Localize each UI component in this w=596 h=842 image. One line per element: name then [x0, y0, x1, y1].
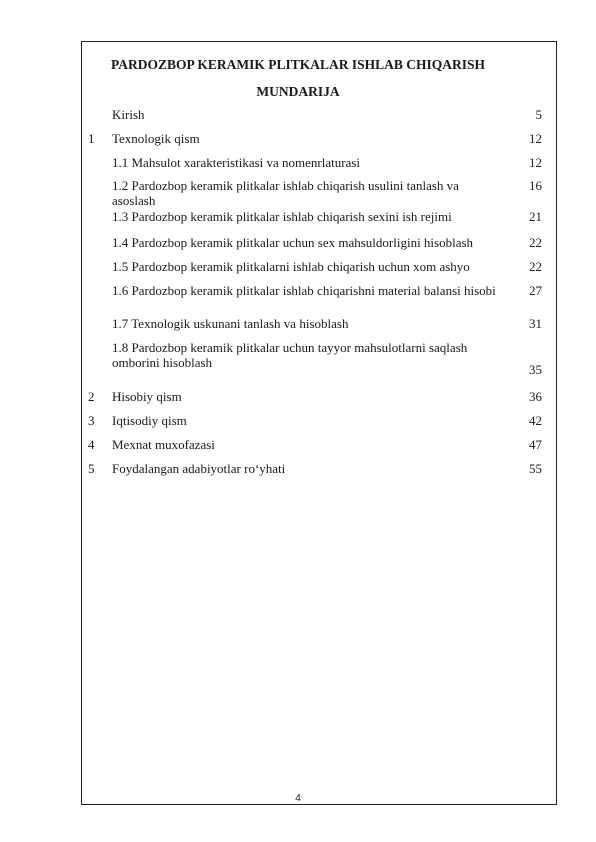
- toc-page: 42: [529, 413, 542, 428]
- toc-page: 12: [529, 155, 542, 170]
- toc-text: Mexnat muxofazasi: [112, 437, 215, 452]
- document-title: PARDOZBOP KERAMIK PLITKALAR ISHLAB CHIQARISH: [110, 57, 486, 72]
- toc-text: Hisobiy qism: [112, 389, 182, 404]
- toc-page: 47: [529, 437, 542, 452]
- toc-page: 27: [529, 283, 542, 298]
- toc-text: 1.4 Pardozbop keramik plitkalar uchun sex mahsuldorligini hisoblash: [112, 235, 474, 250]
- toc-text: Texnologik qism: [112, 131, 200, 146]
- toc-heading: MUNDARIJA: [256, 84, 340, 99]
- toc-text: 1.5 Pardozbop keramik plitkalarni ishlab chiqarish uchun xom ashyo: [112, 259, 470, 274]
- toc-text: Kirish: [112, 107, 145, 122]
- toc-page: 21: [529, 209, 542, 224]
- toc-number: 5: [88, 461, 95, 476]
- toc-number: 3: [88, 413, 95, 428]
- page-number: 4: [295, 793, 301, 804]
- toc-text: 1.7 Texnologik uskunani tanlash va hisoblash: [112, 316, 349, 331]
- toc-text: 1.1 Mahsulot xarakteristikasi va nomenrlaturasi: [112, 155, 361, 170]
- toc-number: 2: [88, 389, 95, 404]
- toc-page: 55: [529, 461, 542, 476]
- toc-text: 1.2 Pardozbop keramik plitkalar ishlab chiqarish usulini tanlash va asoslash: [112, 178, 459, 208]
- toc-text: Foydalangan adabiyotlar ro‘yhati: [112, 461, 286, 476]
- toc-page: 5: [535, 107, 542, 122]
- toc-text: Iqtisodiy qism: [112, 413, 187, 428]
- toc-page: 36: [529, 389, 542, 404]
- toc-page: 12: [529, 131, 542, 146]
- toc-number: 1: [88, 131, 95, 146]
- toc-text: 1.8 Pardozbop keramik plitkalar uchun tayyor mahsulotlarni saqlash omborini hisoblash: [112, 340, 468, 370]
- toc-text: 1.6 Pardozbop keramik plitkalar ishlab chiqarishni material balansi hisobi: [112, 283, 496, 298]
- toc-page: 22: [529, 235, 542, 250]
- toc-page: 22: [529, 259, 542, 274]
- toc-page: 31: [529, 316, 542, 331]
- toc-page: 16: [529, 178, 542, 193]
- toc-number: 4: [88, 437, 95, 452]
- toc-page: 35: [529, 362, 542, 377]
- toc-text: 1.3 Pardozbop keramik plitkalar ishlab chiqarish sexini ish rejimi: [112, 209, 452, 224]
